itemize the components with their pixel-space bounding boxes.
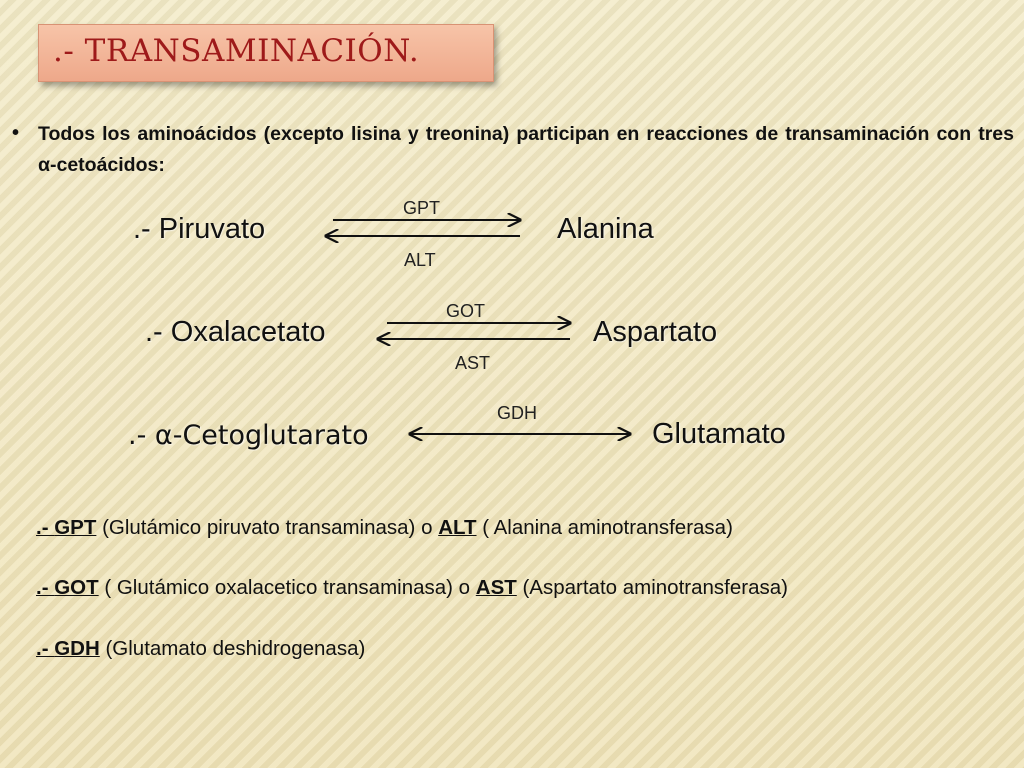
bullet-marker: • — [12, 122, 20, 144]
intro-text: Todos los aminoácidos (excepto lisina y treonina) participan en reacciones de transaminación con tres α-cetoácidos: — [38, 123, 1014, 176]
def-text: (Glutamato deshidrogenasa) — [99, 637, 366, 660]
def-text: ( Glutámico oxalacetico transaminasa) o — [98, 576, 476, 599]
substrate-piruvato: .- Piruvato — [133, 213, 266, 245]
enzyme-ast-label: AST — [455, 353, 491, 373]
def-abbr-gdh: GDH — [54, 637, 100, 660]
enzyme-gpt-label: GPT — [403, 198, 441, 218]
def-abbr-got: GOT — [54, 576, 99, 599]
def-abbr-alt: ALT — [438, 516, 477, 539]
def-abbr-ast: AST — [475, 576, 517, 599]
def-abbr-gpt: GPT — [54, 516, 97, 539]
definition-gdh — [36, 639, 365, 660]
enzyme-alt-label: ALT — [404, 250, 436, 270]
slide-title: .- TRANSAMINACIÓN. — [53, 33, 420, 69]
substrate-alfa-cetoglutarato: .- α-Cetoglutarato — [128, 420, 369, 451]
def-prefix: .- — [36, 516, 55, 539]
product-aspartato: Aspartato — [593, 316, 718, 348]
substrate-oxalacetato: .- Oxalacetato — [145, 316, 326, 348]
def-text: (Glutámico piruvato transaminasa) o — [96, 516, 439, 539]
def-text: (Aspartato aminotransferasa) — [516, 576, 788, 599]
definition-got-ast — [36, 578, 788, 599]
def-prefix: .- — [36, 637, 55, 660]
def-text: ( Alanina aminotransferasa) — [476, 516, 733, 539]
enzyme-gdh-label: GDH — [497, 403, 537, 423]
enzyme-got-label: GOT — [446, 301, 485, 321]
definition-gpt-alt — [36, 518, 733, 539]
product-glutamato: Glutamato — [652, 418, 786, 450]
product-alanina: Alanina — [557, 213, 654, 245]
def-prefix: .- — [36, 576, 55, 599]
